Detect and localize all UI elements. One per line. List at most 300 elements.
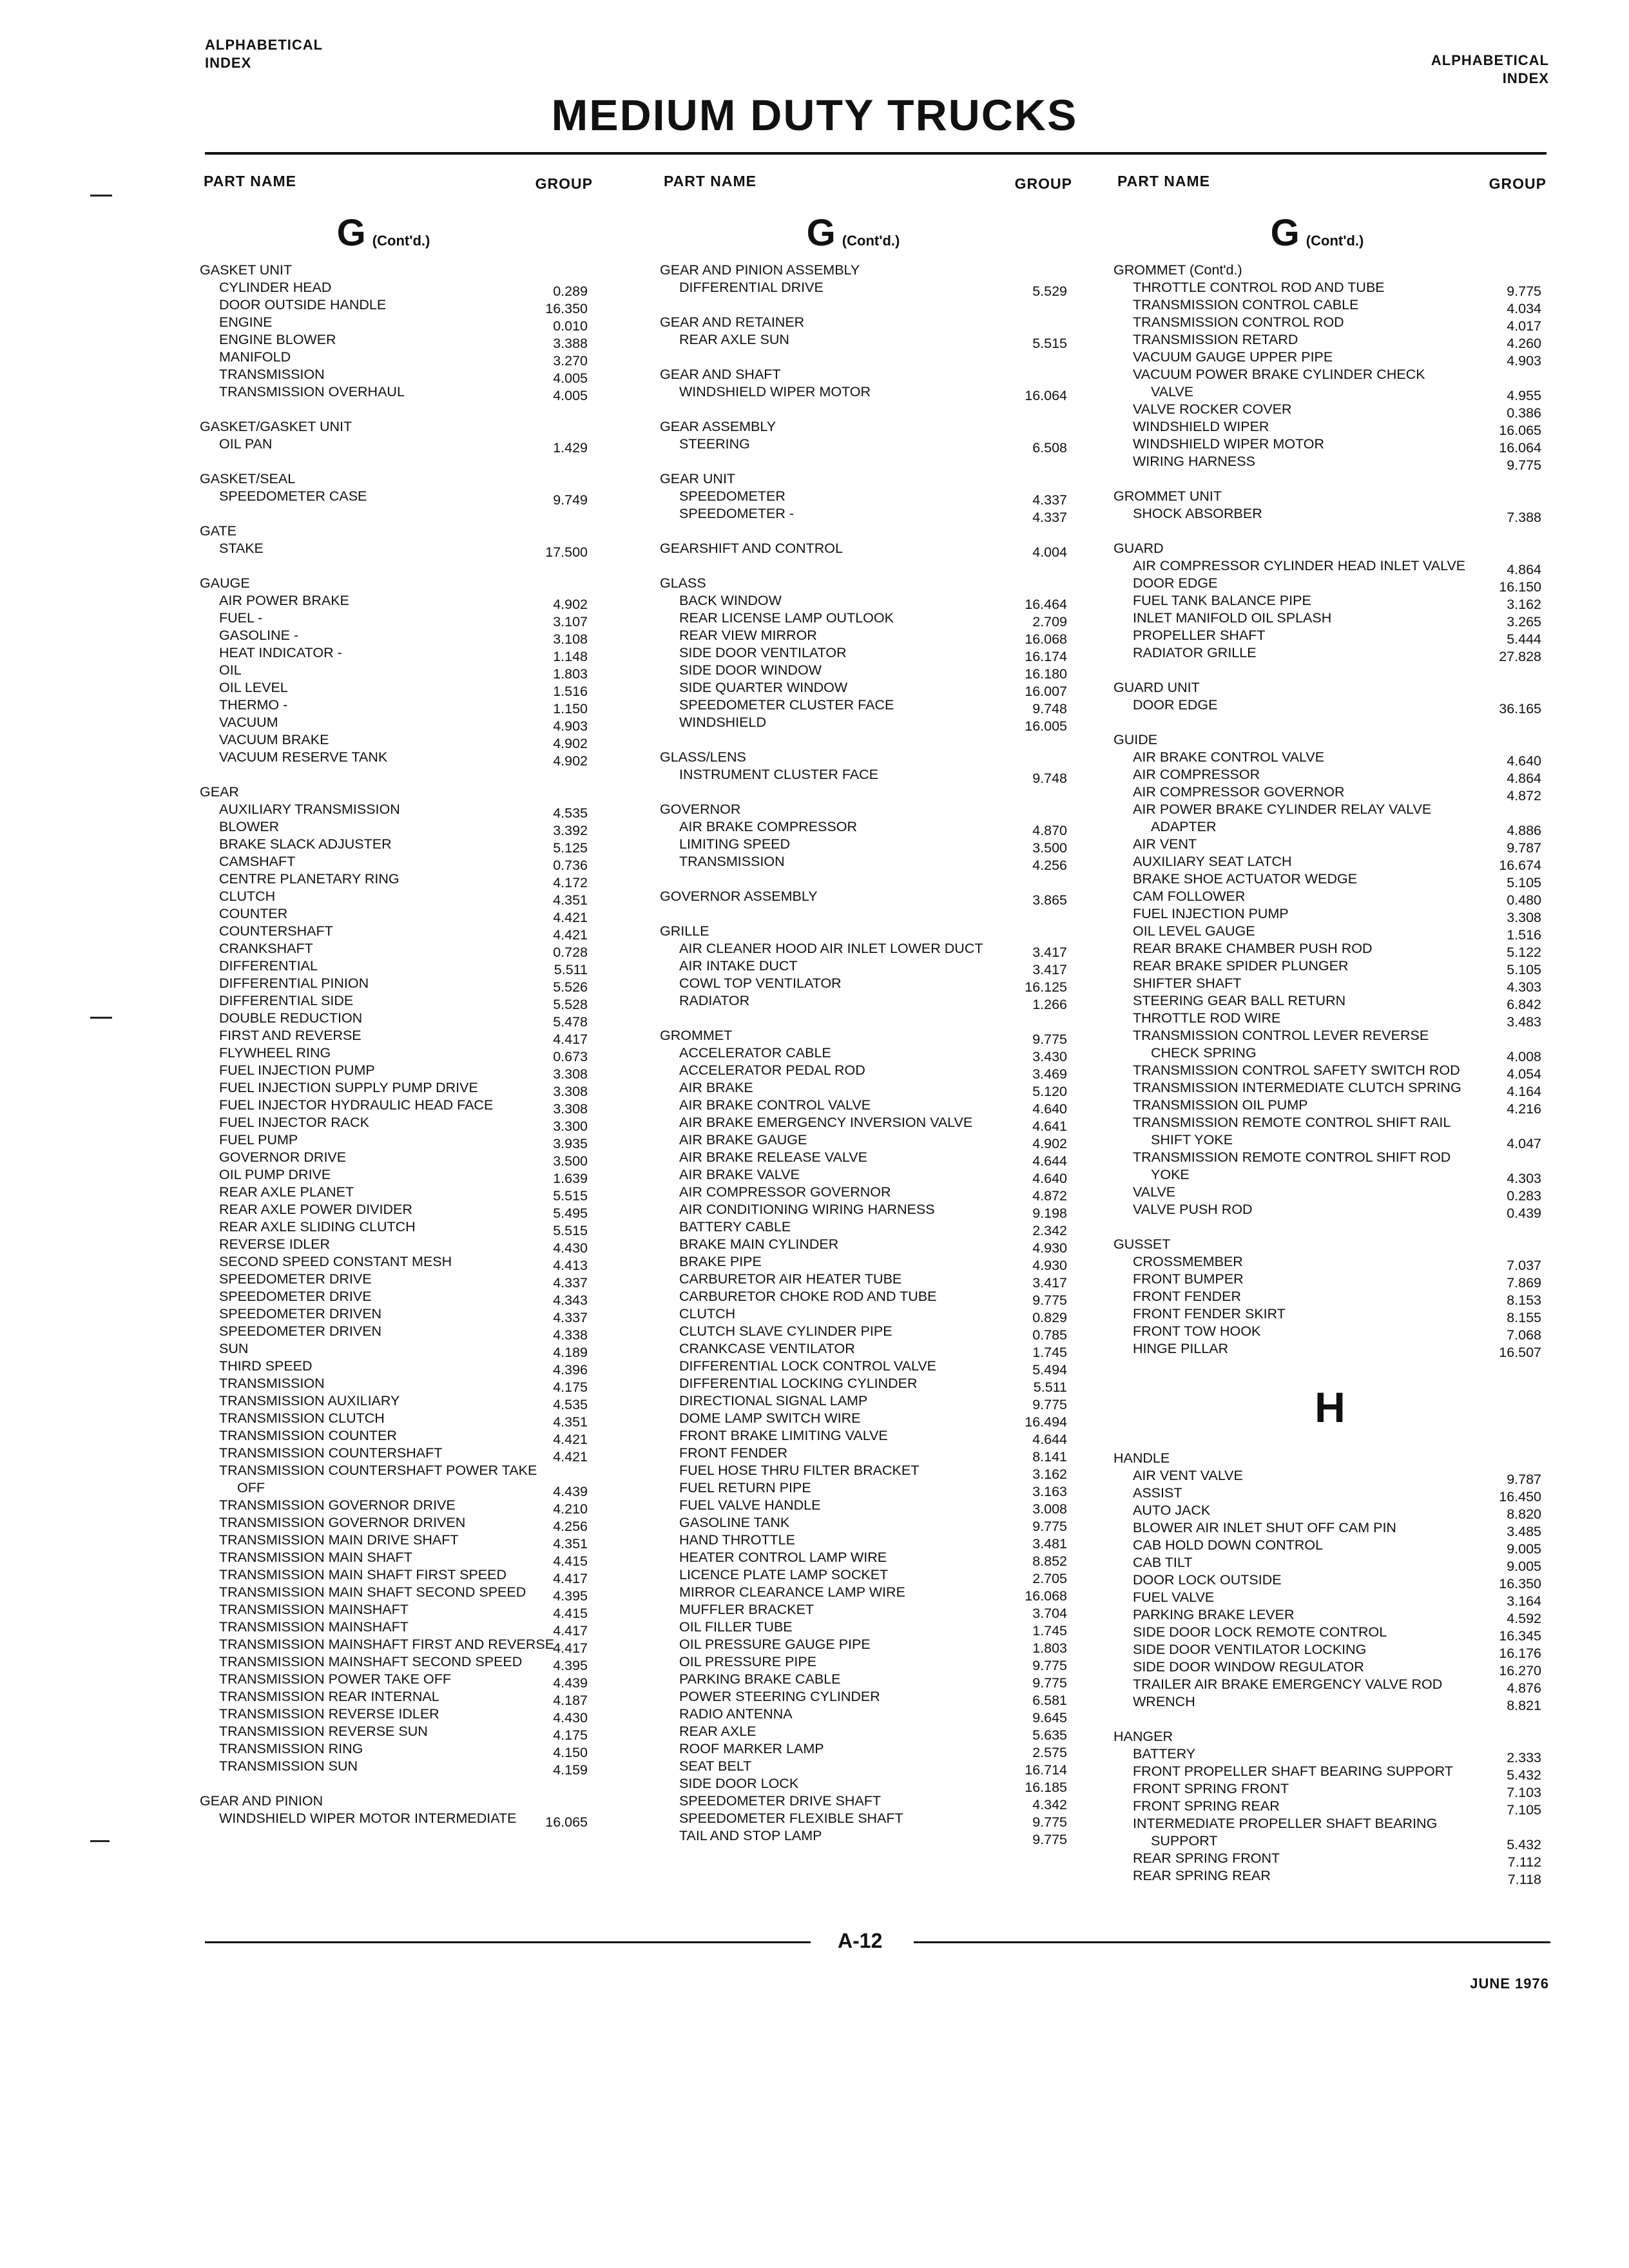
index-entry <box>660 940 1072 960</box>
index-entry <box>660 1236 1072 1256</box>
index-entry <box>1113 1253 1547 1271</box>
publication-date: JUNE 1976 <box>1470 1975 1549 1992</box>
index-entry <box>200 801 593 821</box>
group-number: 3.417 <box>1032 1275 1067 1291</box>
part-name: INTERMEDIATE PROPELLER SHAFT BEARING <box>1133 1816 1438 1831</box>
part-name: TRANSMISSION INTERMEDIATE CLUTCH SPRING <box>1133 1080 1461 1095</box>
index-entry <box>660 1340 1072 1358</box>
index-entry <box>200 314 593 334</box>
index-entry <box>1113 1079 1547 1097</box>
part-name: FRONT SPRING FRONT <box>1133 1781 1289 1796</box>
group-number: 16.674 <box>1499 858 1541 873</box>
index-section <box>1113 488 1547 523</box>
part-name: AIR BRAKE CONTROL VALVE <box>679 1097 871 1113</box>
group-number: 3.865 <box>1032 892 1067 908</box>
group-number: 3.308 <box>553 1066 588 1082</box>
index-entry <box>200 888 593 908</box>
index-entry <box>660 1532 1072 1552</box>
part-name: CENTRE PLANETARY RING <box>219 871 400 887</box>
group-number: 4.415 <box>553 1606 588 1621</box>
part-name: TAIL AND STOP LAMP <box>679 1828 822 1843</box>
index-entry <box>200 731 593 749</box>
part-name: AIR BRAKE COMPRESSOR <box>679 819 857 834</box>
index-entry <box>1113 1693 1547 1711</box>
part-name: AUXILIARY TRANSMISSION <box>219 802 400 817</box>
index-entry <box>200 1114 593 1134</box>
index-entry <box>660 1584 1072 1604</box>
part-name: INSTRUMENT CLUSTER FACE <box>679 767 878 782</box>
part-name: PROPELLER SHAFT <box>1133 628 1266 643</box>
part-name: TRANSMISSION POWER TAKE OFF <box>219 1671 451 1687</box>
group-number: 4.413 <box>553 1258 588 1273</box>
part-name: GEAR AND PINION ASSEMBLY <box>660 262 860 278</box>
index-entry <box>1113 1340 1547 1358</box>
part-name: VALVE ROCKER COVER <box>1133 401 1292 417</box>
part-name: AIR POWER BRAKE <box>219 593 349 608</box>
index-entry <box>660 331 1072 349</box>
part-name: THROTTLE ROD WIRE <box>1133 1010 1281 1026</box>
part-name: MUFFLER BRACKET <box>679 1602 815 1617</box>
index-entry <box>1113 557 1547 575</box>
group-number: 4.351 <box>553 1536 588 1552</box>
group-number: 9.775 <box>1032 1397 1067 1412</box>
index-entry <box>1113 801 1547 818</box>
part-name: AIR COMPRESSOR CYLINDER HEAD INLET VALVE <box>1133 558 1466 573</box>
index-entry <box>660 1827 1072 1845</box>
part-name: SHOCK ABSORBER <box>1133 506 1262 521</box>
index-heading-entry <box>200 470 593 488</box>
part-name: YOKE <box>1151 1167 1190 1182</box>
index-entry <box>200 1514 593 1532</box>
part-name: ASSIST <box>1133 1485 1182 1501</box>
group-number: 4.337 <box>553 1275 588 1291</box>
part-name: SHIFTER SHAFT <box>1133 975 1242 991</box>
index-entry <box>660 1619 1072 1639</box>
part-name: REAR AXLE SUN <box>679 332 789 347</box>
group-number: 4.417 <box>553 1032 588 1047</box>
part-name: COUNTERSHAFT <box>219 923 333 939</box>
part-name: HANDLE <box>1113 1450 1170 1466</box>
index-entry <box>660 1514 1072 1532</box>
part-name: ENGINE BLOWER <box>219 332 336 347</box>
index-section <box>660 749 1072 786</box>
group-number: 16.185 <box>1025 1780 1067 1795</box>
group-number: 4.439 <box>553 1675 588 1691</box>
index-entry <box>1113 1658 1547 1676</box>
index-entry <box>660 1775 1072 1795</box>
part-name: AIR BRAKE CONTROL VALVE <box>1133 749 1325 765</box>
group-number: 4.872 <box>1032 1188 1067 1204</box>
group-number: 7.118 <box>1507 1872 1541 1887</box>
part-name: DOME LAMP SWITCH WIRE <box>679 1410 861 1426</box>
part-name: STEERING <box>679 436 750 452</box>
group-number: 4.417 <box>553 1623 588 1639</box>
group-number: 16.125 <box>1025 979 1067 995</box>
group-number: 9.775 <box>1032 1293 1067 1308</box>
index-entry <box>660 1723 1072 1743</box>
index-entry <box>660 1323 1072 1343</box>
group-number: 16.065 <box>545 1814 588 1830</box>
part-name: GLASS <box>660 575 706 591</box>
group-number: 5.515 <box>553 1188 588 1204</box>
index-section <box>660 888 1072 908</box>
part-name: TRANSMISSION MAINSHAFT <box>219 1602 409 1617</box>
index-entry <box>1113 610 1547 627</box>
part-name: BACK WINDOW <box>679 593 782 608</box>
part-name: CRANKCASE VENTILATOR <box>679 1341 855 1356</box>
group-number: 5.511 <box>1033 1379 1067 1395</box>
page-number: A-12 <box>838 1929 883 1952</box>
group-number: 4.641 <box>1032 1119 1067 1134</box>
group-number: 3.107 <box>553 614 588 629</box>
index-entry <box>200 1410 593 1430</box>
group-number: 4.337 <box>1032 510 1067 525</box>
index-entry <box>660 1358 1072 1378</box>
index-entry <box>200 1149 593 1169</box>
group-number: 3.388 <box>553 336 588 351</box>
index-entry <box>1113 436 1547 456</box>
group-number: 4.303 <box>1507 979 1541 995</box>
group-number: 16.064 <box>1499 440 1541 456</box>
part-name: TRANSMISSION REVERSE IDLER <box>219 1706 439 1722</box>
index-entry <box>1113 1502 1547 1522</box>
index-entry <box>1113 1271 1547 1291</box>
group-number: 3.481 <box>1032 1536 1067 1552</box>
group-number: 8.820 <box>1507 1506 1541 1522</box>
footer-rule-left <box>205 1941 811 1943</box>
part-name: FUEL HOSE THRU FILTER BRACKET <box>679 1463 920 1478</box>
index-section <box>660 470 1072 523</box>
index-entry <box>660 592 1072 610</box>
letter-heading <box>1088 205 1547 262</box>
index-entry <box>200 1375 593 1395</box>
index-entry <box>660 488 1072 508</box>
part-name: MANIFOLD <box>219 349 291 365</box>
part-name: VACUUM <box>219 715 278 730</box>
group-number: 5.511 <box>554 962 588 977</box>
index-entry <box>660 662 1072 682</box>
group-number: 4.644 <box>1032 1432 1067 1447</box>
index-entry <box>1113 453 1547 473</box>
part-name: AIR COMPRESSOR GOVERNOR <box>1133 784 1345 800</box>
index-entry <box>1113 836 1547 856</box>
index-heading-entry <box>660 749 1072 766</box>
index-entry <box>1113 1606 1547 1624</box>
group-number: 4.260 <box>1507 336 1541 351</box>
group-number: 16.007 <box>1025 684 1067 699</box>
part-name: DIFFERENTIAL <box>219 958 318 974</box>
index-entry <box>200 349 593 369</box>
title-rule <box>205 152 1547 155</box>
part-name: GROMMET UNIT <box>1113 488 1222 504</box>
margin-mark <box>90 1017 112 1019</box>
part-name: AIR INTAKE DUCT <box>679 958 798 974</box>
part-name: AIR VENT VALVE <box>1133 1468 1243 1483</box>
index-entry <box>200 1079 593 1097</box>
part-name: RADIO ANTENNA <box>679 1706 793 1722</box>
part-name: TRANSMISSION CONTROL LEVER REVERSE <box>1133 1028 1429 1043</box>
part-name: HINGE PILLAR <box>1133 1341 1229 1356</box>
index-entry <box>660 714 1072 734</box>
part-name: TRAILER AIR BRAKE EMERGENCY VALVE ROD <box>1133 1677 1443 1692</box>
index-heading-entry <box>660 470 1072 488</box>
part-name: THIRD SPEED <box>219 1358 313 1374</box>
group-number: 5.635 <box>1032 1727 1067 1743</box>
group-number: 4.640 <box>1507 753 1541 769</box>
margin-mark <box>90 1840 110 1842</box>
group-number: 4.902 <box>553 597 588 612</box>
index-entry <box>200 697 593 714</box>
part-name: LICENCE PLATE LAMP SOCKET <box>679 1567 889 1582</box>
group-number: 3.308 <box>553 1101 588 1117</box>
part-name: FUEL RETURN PIPE <box>679 1480 811 1495</box>
index-entry <box>660 766 1072 786</box>
part-name: VACUUM GAUGE UPPER PIPE <box>1133 349 1333 365</box>
group-number: 7.869 <box>1507 1275 1541 1291</box>
index-section <box>200 575 593 769</box>
part-name: OIL PAN <box>219 436 273 452</box>
group-header: GROUP <box>1014 175 1072 192</box>
group-number: 9.787 <box>1507 1472 1541 1487</box>
group-number: 4.005 <box>553 388 588 403</box>
header-right-line2: INDEX <box>1502 70 1549 86</box>
part-name: VACUUM POWER BRAKE CYLINDER CHECK <box>1133 367 1425 382</box>
part-name: GRILLE <box>660 923 709 939</box>
part-name: GASKET UNIT <box>200 262 292 278</box>
part-name: GUSSET <box>1113 1236 1171 1252</box>
part-name: GASOLINE - <box>219 628 299 643</box>
index-entry <box>1113 1589 1547 1609</box>
group-number: 5.105 <box>1507 875 1541 890</box>
group-number: 4.303 <box>1507 1171 1541 1186</box>
group-number: 17.500 <box>545 544 588 560</box>
group-number: 4.592 <box>1507 1611 1541 1626</box>
part-name: FUEL - <box>219 610 263 626</box>
group-number: 5.122 <box>1507 945 1541 960</box>
index-entry <box>660 610 1072 627</box>
part-name: HANGER <box>1113 1729 1173 1744</box>
index-entry <box>200 1201 593 1221</box>
index-heading-entry <box>660 888 1072 908</box>
index-entry <box>1113 331 1547 349</box>
group-number: 16.176 <box>1499 1646 1541 1661</box>
part-name: TRANSMISSION OVERHAUL <box>219 384 405 399</box>
index-entry <box>200 905 593 923</box>
part-name: POWER STEERING CYLINDER <box>679 1689 880 1704</box>
index-entry <box>200 488 593 508</box>
part-name: TRANSMISSION GOVERNOR DRIVE <box>219 1497 456 1513</box>
index-entry <box>1113 1641 1547 1661</box>
index-entry <box>200 749 593 769</box>
index-entry <box>200 1166 593 1184</box>
index-entry <box>200 1253 593 1271</box>
index-entry <box>200 1497 593 1517</box>
index-entry <box>660 279 1072 299</box>
part-name: COUNTER <box>219 906 288 921</box>
part-name: TRANSMISSION <box>219 367 325 382</box>
group-number: 7.037 <box>1507 1258 1541 1273</box>
letter-heading-letter: G <box>1270 212 1300 254</box>
group-number: 3.308 <box>1507 910 1541 925</box>
group-number: 4.216 <box>1507 1101 1541 1117</box>
group-number: 4.864 <box>1507 562 1541 577</box>
part-name: MIRROR CLEARANCE LAMP WIRE <box>679 1584 905 1600</box>
index-entry <box>200 592 593 610</box>
group-number: 1.639 <box>553 1171 588 1186</box>
index-entry <box>200 923 593 943</box>
index-heading-entry <box>660 801 1072 818</box>
index-entry <box>660 1549 1072 1569</box>
part-name: WINDSHIELD <box>679 715 766 730</box>
part-name: WIRING HARNESS <box>1133 454 1255 469</box>
index-column-1 <box>200 169 593 1845</box>
part-name: CLUTCH <box>679 1306 736 1321</box>
part-name: TRANSMISSION MAINSHAFT <box>219 1619 409 1635</box>
group-number: 4.337 <box>1032 492 1067 508</box>
group-number: 16.068 <box>1025 631 1067 647</box>
index-entry <box>200 1044 593 1062</box>
index-entry <box>200 714 593 734</box>
part-name: GLASS/LENS <box>660 749 746 765</box>
group-number: 9.748 <box>1032 701 1067 716</box>
part-name: TRANSMISSION MAIN SHAFT SECOND SPEED <box>219 1584 526 1600</box>
part-name: VACUUM BRAKE <box>219 732 329 747</box>
part-name: GEARSHIFT AND CONTROL <box>660 541 843 556</box>
index-entry <box>660 1097 1072 1117</box>
group-number: 7.103 <box>1507 1785 1541 1800</box>
group-number: 1.150 <box>553 701 588 716</box>
group-number: 4.535 <box>553 805 588 821</box>
index-entry <box>1113 853 1547 873</box>
part-name: DOUBLE REDUCTION <box>219 1010 363 1026</box>
index-entry <box>660 1131 1072 1149</box>
part-name: FUEL VALVE <box>1133 1590 1215 1605</box>
index-section <box>660 923 1072 1010</box>
group-number: 9.787 <box>1507 840 1541 856</box>
group-number: 16.714 <box>1025 1762 1067 1778</box>
index-entry <box>1113 1571 1547 1589</box>
index-entry <box>200 662 593 682</box>
part-name: DIRECTIONAL SIGNAL LAMP <box>679 1393 868 1408</box>
part-name: VALVE PUSH ROD <box>1133 1202 1253 1217</box>
group-number: 1.429 <box>553 440 588 456</box>
index-entry <box>200 1758 593 1778</box>
index-entry <box>200 1062 593 1082</box>
index-heading-entry <box>1113 262 1547 279</box>
index-entry <box>660 992 1072 1010</box>
index-heading-entry <box>1113 488 1547 505</box>
index-section <box>200 418 593 456</box>
index-entry <box>660 1636 1072 1656</box>
group-number: 4.395 <box>553 1658 588 1673</box>
index-entry <box>1113 888 1547 908</box>
group-number: 3.935 <box>553 1136 588 1151</box>
index-entry <box>660 1044 1072 1062</box>
index-entry <box>200 836 593 856</box>
part-name: SUPPORT <box>1151 1833 1218 1849</box>
group-number: 9.775 <box>1032 1519 1067 1534</box>
part-name: GOVERNOR ASSEMBLY <box>660 889 818 904</box>
part-name: FRONT PROPELLER SHAFT BEARING SUPPORT <box>1133 1763 1453 1779</box>
group-number: 5.444 <box>1507 631 1541 647</box>
group-number: 3.485 <box>1507 1524 1541 1539</box>
part-name: REAR AXLE POWER DIVIDER <box>219 1202 412 1217</box>
part-name: DIFFERENTIAL DRIVE <box>679 280 824 295</box>
index-heading-entry <box>1113 1450 1547 1467</box>
part-name: TRANSMISSION <box>219 1376 325 1391</box>
part-name: GUIDE <box>1113 732 1158 747</box>
index-entry <box>200 1358 593 1378</box>
part-name: GROMMET <box>660 1028 733 1043</box>
index-section <box>1113 1728 1547 1885</box>
part-name: CAB HOLD DOWN CONTROL <box>1133 1537 1324 1553</box>
group-number: 4.054 <box>1507 1066 1541 1082</box>
group-number: 16.350 <box>545 301 588 316</box>
group-number: 9.775 <box>1032 1832 1067 1847</box>
part-name: TRANSMISSION GOVERNOR DRIVEN <box>219 1515 466 1530</box>
index-entry <box>200 1549 593 1569</box>
group-number: 36.165 <box>1499 701 1541 716</box>
index-entry <box>660 853 1072 873</box>
group-number: 16.345 <box>1499 1628 1541 1644</box>
group-number: 4.535 <box>553 1397 588 1412</box>
index-entry <box>660 436 1072 456</box>
group-number: 7.105 <box>1507 1802 1541 1818</box>
part-name: FRONT FENDER SKIRT <box>1133 1306 1286 1321</box>
index-entry <box>1113 1323 1547 1343</box>
group-number: 4.395 <box>553 1588 588 1604</box>
group-number: 4.337 <box>553 1310 588 1325</box>
index-entry <box>1113 940 1547 960</box>
part-name: REAR SPRING REAR <box>1133 1868 1271 1883</box>
index-entry <box>660 1601 1072 1619</box>
part-name: FLYWHEEL RING <box>219 1045 331 1061</box>
group-number: 4.430 <box>553 1710 588 1725</box>
part-name-header: PART NAME <box>1117 173 1211 189</box>
index-entry <box>1113 1850 1547 1870</box>
index-entry <box>660 627 1072 647</box>
index-heading-entry <box>660 418 1072 436</box>
index-entry <box>200 1462 593 1479</box>
part-name: TRANSMISSION MAIN SHAFT FIRST SPEED <box>219 1567 506 1582</box>
column-header <box>660 169 1072 205</box>
group-number: 4.338 <box>553 1327 588 1343</box>
group-number: 5.515 <box>1032 336 1067 351</box>
group-number: 3.417 <box>1032 945 1067 960</box>
index-section <box>660 1027 1072 1845</box>
index-entry <box>1113 349 1547 369</box>
group-number: 16.270 <box>1499 1663 1541 1678</box>
part-name-header: PART NAME <box>664 173 757 189</box>
part-name: TRANSMISSION CONTROL CABLE <box>1133 297 1359 312</box>
part-name: FUEL TANK BALANCE PIPE <box>1133 593 1311 608</box>
part-name: GROMMET (Cont'd.) <box>1113 262 1242 278</box>
part-name: DIFFERENTIAL PINION <box>219 975 369 991</box>
index-heading-entry <box>660 366 1072 383</box>
part-name: WRENCH <box>1133 1694 1195 1709</box>
index-entry <box>1113 1097 1547 1117</box>
index-entry <box>1113 366 1547 383</box>
group-header: GROUP <box>1489 175 1547 192</box>
part-name: REVERSE IDLER <box>219 1236 331 1252</box>
part-name: TRANSMISSION REMOTE CONTROL SHIFT ROD <box>1133 1149 1451 1165</box>
part-name: DOOR LOCK OUTSIDE <box>1133 1572 1282 1588</box>
group-number: 2.342 <box>1032 1223 1067 1238</box>
index-entry <box>200 644 593 662</box>
index-entry <box>1113 975 1547 995</box>
index-entry <box>1113 1554 1547 1574</box>
index-entry <box>200 1653 593 1671</box>
